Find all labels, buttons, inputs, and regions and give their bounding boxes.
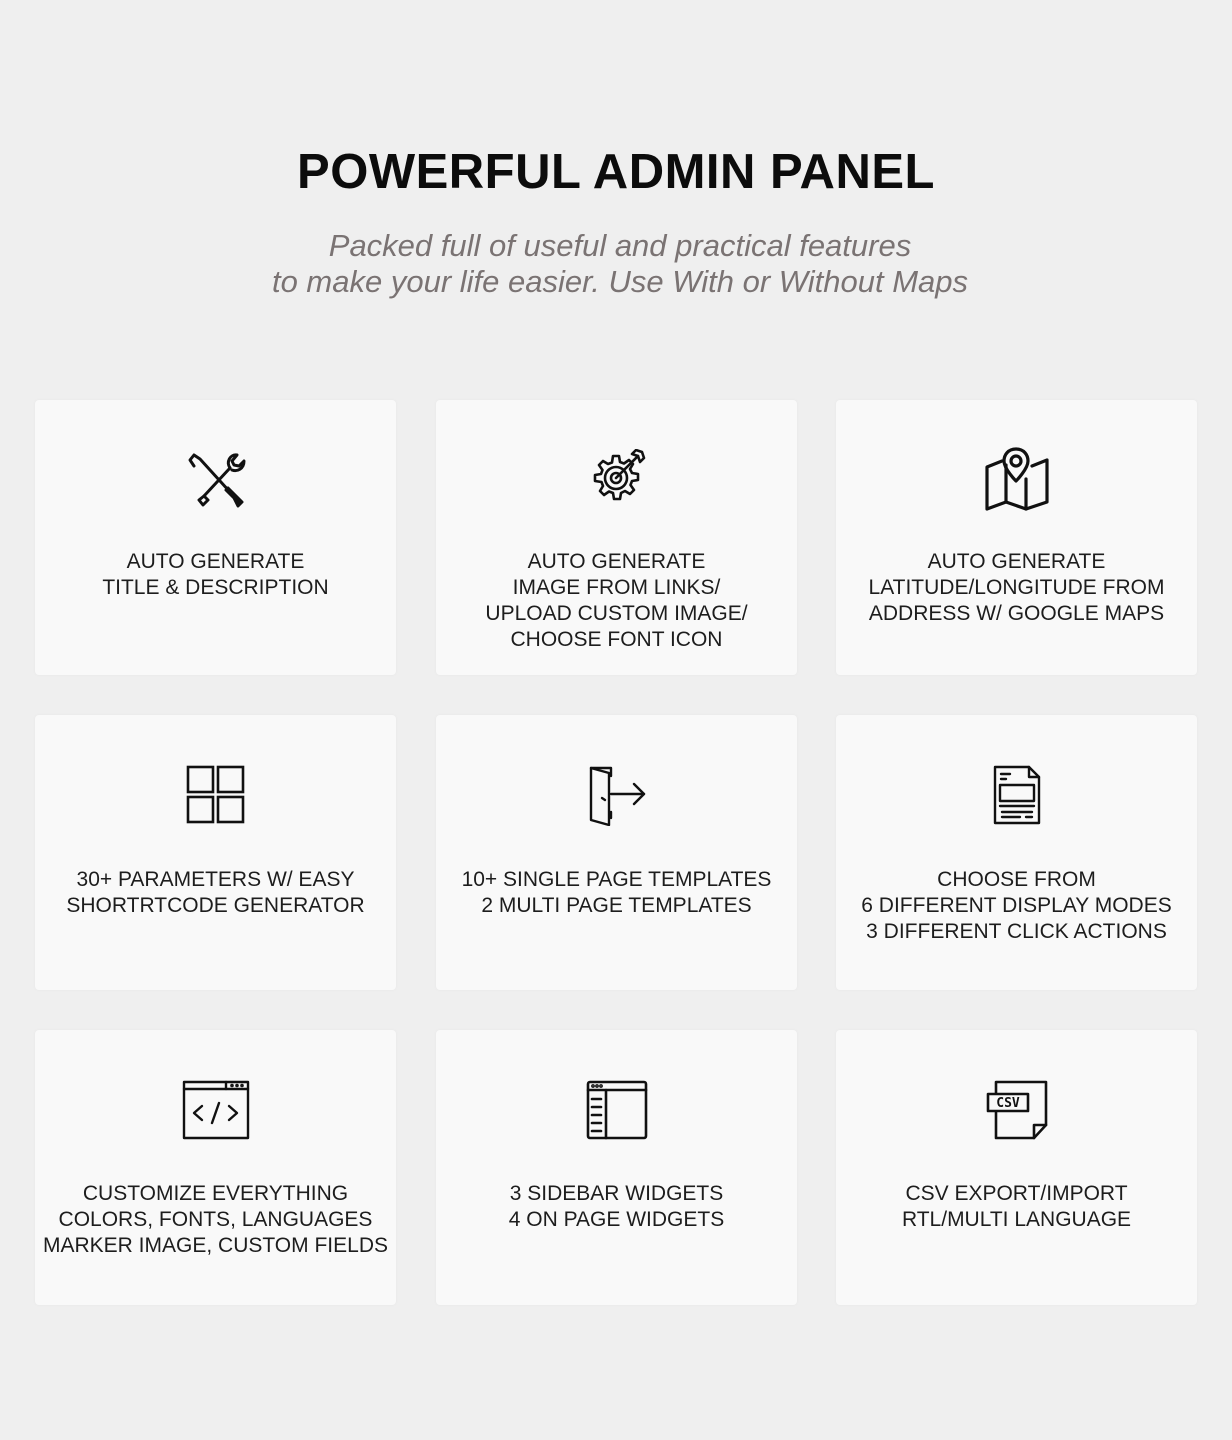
page-title: POWERFUL ADMIN PANEL <box>297 145 935 199</box>
feature-label-line: CUSTOMIZE EVERYTHING <box>82 1182 349 1205</box>
page-subtitle <box>0 228 1232 300</box>
feature-card-label <box>436 549 797 653</box>
feature-card-label <box>436 1181 797 1233</box>
subtitle-line-1: Packed full of useful and practical features <box>328 228 912 263</box>
csv-file-icon <box>836 1074 1197 1146</box>
feature-card-label <box>35 867 396 919</box>
feature-label-line: RTL/MULTI LANGUAGE <box>901 1208 1132 1231</box>
feature-card-label <box>35 1181 396 1259</box>
feature-card-label <box>836 1181 1197 1233</box>
sidebar-window-icon <box>436 1074 797 1146</box>
feature-label-line: 6 DIFFERENT DISPLAY MODES <box>861 894 1172 917</box>
feature-card-customize <box>35 1030 396 1305</box>
feature-card-label <box>436 867 797 919</box>
gear-target-icon <box>436 444 797 516</box>
feature-card-auto-title <box>35 400 396 675</box>
feature-label-line: 10+ SINGLE PAGE TEMPLATES <box>461 868 772 891</box>
feature-card-templates <box>436 715 797 990</box>
subtitle-line-2: to make your life easier. Use With or Without Maps <box>271 264 969 299</box>
feature-card-parameters <box>35 715 396 990</box>
feature-label-line: 2 MULTI PAGE TEMPLATES <box>481 894 752 917</box>
map-pin-icon <box>836 444 1197 516</box>
feature-label-line: 30+ PARAMETERS W/ EASY <box>76 868 355 891</box>
feature-card-display-modes <box>836 715 1197 990</box>
feature-card-label <box>836 549 1197 627</box>
feature-label-line: AUTO GENERATE <box>927 550 1106 573</box>
feature-label-line: UPLOAD CUSTOM IMAGE/ <box>485 602 748 625</box>
feature-label-line: CHOOSE FONT ICON <box>510 628 723 651</box>
feature-label-line: IMAGE FROM LINKS/ <box>512 576 721 599</box>
feature-label-line: 3 SIDEBAR WIDGETS <box>509 1182 724 1205</box>
feature-card-auto-latlng <box>836 400 1197 675</box>
svg-text:CSV: CSV <box>995 1096 1020 1111</box>
tools-icon <box>35 444 396 516</box>
door-exit-icon <box>436 759 797 831</box>
feature-label-line: COLORS, FONTS, LANGUAGES <box>58 1208 373 1231</box>
feature-card-label <box>836 867 1197 945</box>
feature-label-line: AUTO GENERATE <box>126 550 305 573</box>
feature-label-line: 4 ON PAGE WIDGETS <box>508 1208 725 1231</box>
feature-card-label <box>35 549 396 601</box>
feature-label-line: AUTO GENERATE <box>527 550 706 573</box>
feature-label-line: 3 DIFFERENT CLICK ACTIONS <box>866 920 1167 943</box>
code-window-icon <box>35 1074 396 1146</box>
feature-label-line: ADDRESS W/ GOOGLE MAPS <box>868 602 1165 625</box>
grid-icon <box>35 759 396 831</box>
document-layout-icon <box>836 759 1197 831</box>
feature-card-widgets <box>436 1030 797 1305</box>
feature-label-line: SHORTRTCODE GENERATOR <box>66 894 365 917</box>
feature-label-line: CSV EXPORT/IMPORT <box>905 1182 1128 1205</box>
feature-label-line: LATITUDE/LONGITUDE FROM <box>868 576 1165 599</box>
feature-card-csv <box>836 1030 1197 1305</box>
feature-label-line: TITLE & DESCRIPTION <box>102 576 329 599</box>
feature-label-line: MARKER IMAGE, CUSTOM FIELDS <box>43 1234 388 1257</box>
feature-card-auto-image <box>436 400 797 675</box>
feature-label-line: CHOOSE FROM <box>937 868 1096 891</box>
